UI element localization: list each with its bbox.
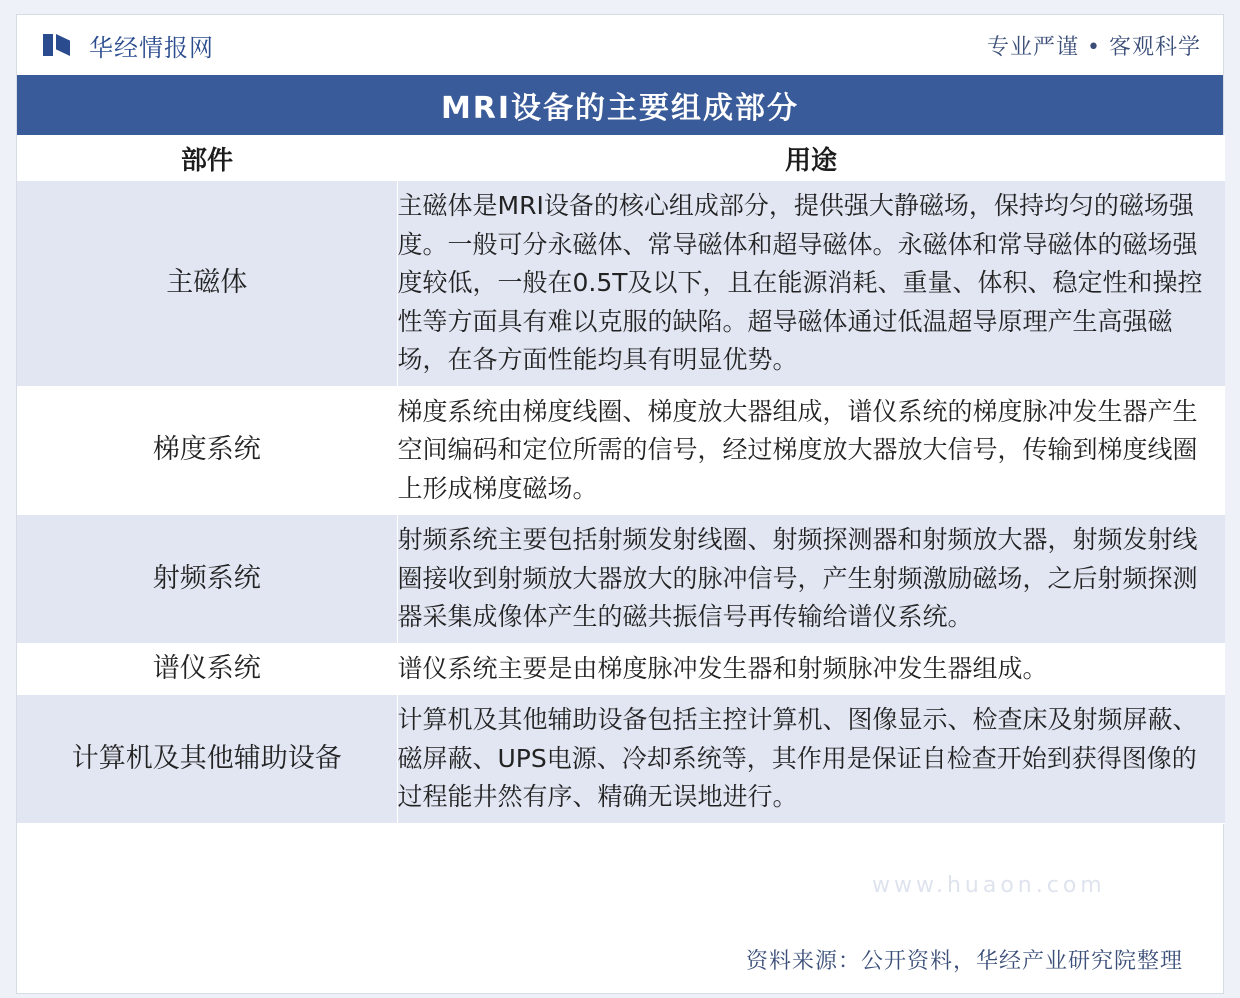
use-cell: 谱仪系统主要是由梯度脉冲发生器和射频脉冲发生器组成。: [397, 643, 1225, 695]
part-cell: 计算机及其他辅助设备: [17, 695, 397, 824]
use-cell: 主磁体是MRI设备的核心组成部分，提供强大静磁场，保持均匀的磁场强度。一般可分永磁体、常导磁体和超导磁体。永磁体和常导磁体的磁场强度较低，一般在0.5T及以下，且在能源消耗、重量、体积、稳定性和操控性等方面具有难以克服的缺陷。超导磁体通过低温超导原理产生高强磁场，在各方面性能均具有明显优势。: [397, 181, 1225, 386]
source-note: 资料来源：公开资料，华经产业研究院整理: [745, 949, 1183, 974]
part-cell: 谱仪系统: [17, 643, 397, 695]
use-cell: 射频系统主要包括射频发射线圈、射频探测器和射频放大器，射频发射线圈接收到射频放大器放大的脉冲信号，产生射频激励磁场，之后射频探测器采集成像体产生的磁共振信号再传输给谱仪系统。: [397, 515, 1225, 644]
components-table: [17, 135, 1225, 824]
table-row: [17, 643, 1225, 695]
top-bar: [17, 15, 1223, 75]
watermark: www.huaon.com: [872, 873, 1106, 898]
table-title: MRI设备的主要组成部分: [17, 75, 1223, 135]
huajing-logo-icon: [43, 32, 77, 58]
use-cell: 梯度系统由梯度线圈、梯度放大器组成，谱仪系统的梯度脉冲发生器产生空间编码和定位所需的信号，经过梯度放大器放大信号，传输到梯度线圈上形成梯度磁场。: [397, 386, 1225, 515]
brand-name: 华经情报网: [89, 33, 214, 62]
slogan: 专业严谨 • 客观科学: [987, 34, 1201, 60]
header-row: [17, 135, 1225, 181]
column-header-part: 部件: [17, 135, 397, 181]
table-row: [17, 181, 1225, 386]
column-header-use: 用途: [397, 135, 1225, 181]
part-cell: 主磁体: [17, 181, 397, 386]
use-cell: 计算机及其他辅助设备包括主控计算机、图像显示、检查床及射频屏蔽、磁屏蔽、UPS电源、冷却系统等，其作用是保证自检查开始到获得图像的过程能井然有序、精确无误地进行。: [397, 695, 1225, 824]
part-cell: 射频系统: [17, 515, 397, 644]
table-row: [17, 695, 1225, 824]
part-cell: 梯度系统: [17, 386, 397, 515]
brand: [43, 28, 214, 63]
table-row: [17, 386, 1225, 515]
table-row: [17, 515, 1225, 644]
report-card: [16, 14, 1224, 994]
